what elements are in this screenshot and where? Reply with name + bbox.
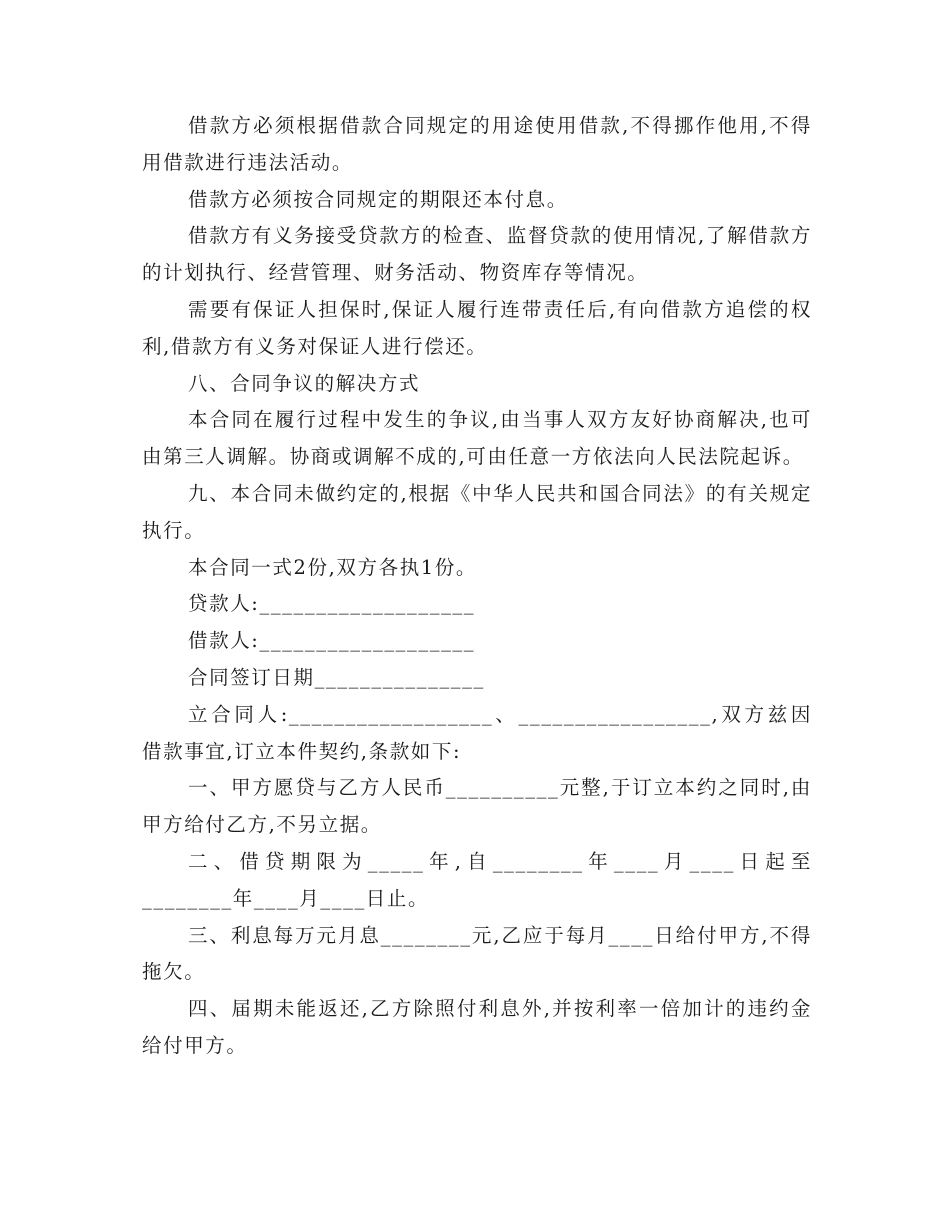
paragraph: 需要有保证人担保时,保证人履行连带责任后,有向借款方追偿的权利,借款方有义务对保证人进行偿还。	[142, 297, 812, 358]
section-heading: 八、合同争议的解决方式	[188, 371, 421, 395]
section-heading: 九、本合同未做约定的,根据《中华人民共和国合同法》的有关规定执行。	[142, 481, 812, 542]
signing-date-line: 合同签订日期_______________	[188, 665, 485, 689]
borrower-signature-line: 借款人:___________________	[188, 629, 476, 653]
clause: 三、利息每万元月息________元,乙应于每月____日给付甲方,不得拖欠。	[142, 923, 812, 984]
paragraph: 立合同人:__________________、_________________,双方兹因借款事宜,订立本件契约,条款如下:	[142, 702, 812, 763]
paragraph: 借款方有义务接受贷款方的检查、监督贷款的使用情况,了解借款方的计划执行、经营管理、财务活动、物资库存等情况。	[142, 224, 812, 285]
clause: 一、甲方愿贷与乙方人民币__________元整,于订立本约之同时,由甲方给付乙方,不另立据。	[142, 776, 812, 837]
paragraph: 本合同一式2份,双方各执1份。	[188, 555, 478, 579]
paragraph: 本合同在履行过程中发生的争议,由当事人双方友好协商解决,也可由第三人调解。协商或调解不成的,可由任意一方依法向人民法院起诉。	[142, 408, 812, 469]
paragraph: 借款方必须根据借款合同规定的用途使用借款,不得挪作他用,不得用借款进行违法活动。	[142, 114, 812, 174]
clause: 二、借贷期限为_____年,自________年____月____日起至________年____月____日止。	[142, 849, 812, 910]
clause: 四、届期未能返还,乙方除照付利息外,并按利率一倍加计的违约金给付甲方。	[142, 997, 812, 1057]
paragraph: 借款方必须按合同规定的期限还本付息。	[188, 187, 568, 211]
document-body	[142, 108, 812, 1065]
lender-signature-line: 贷款人:___________________	[188, 592, 476, 616]
